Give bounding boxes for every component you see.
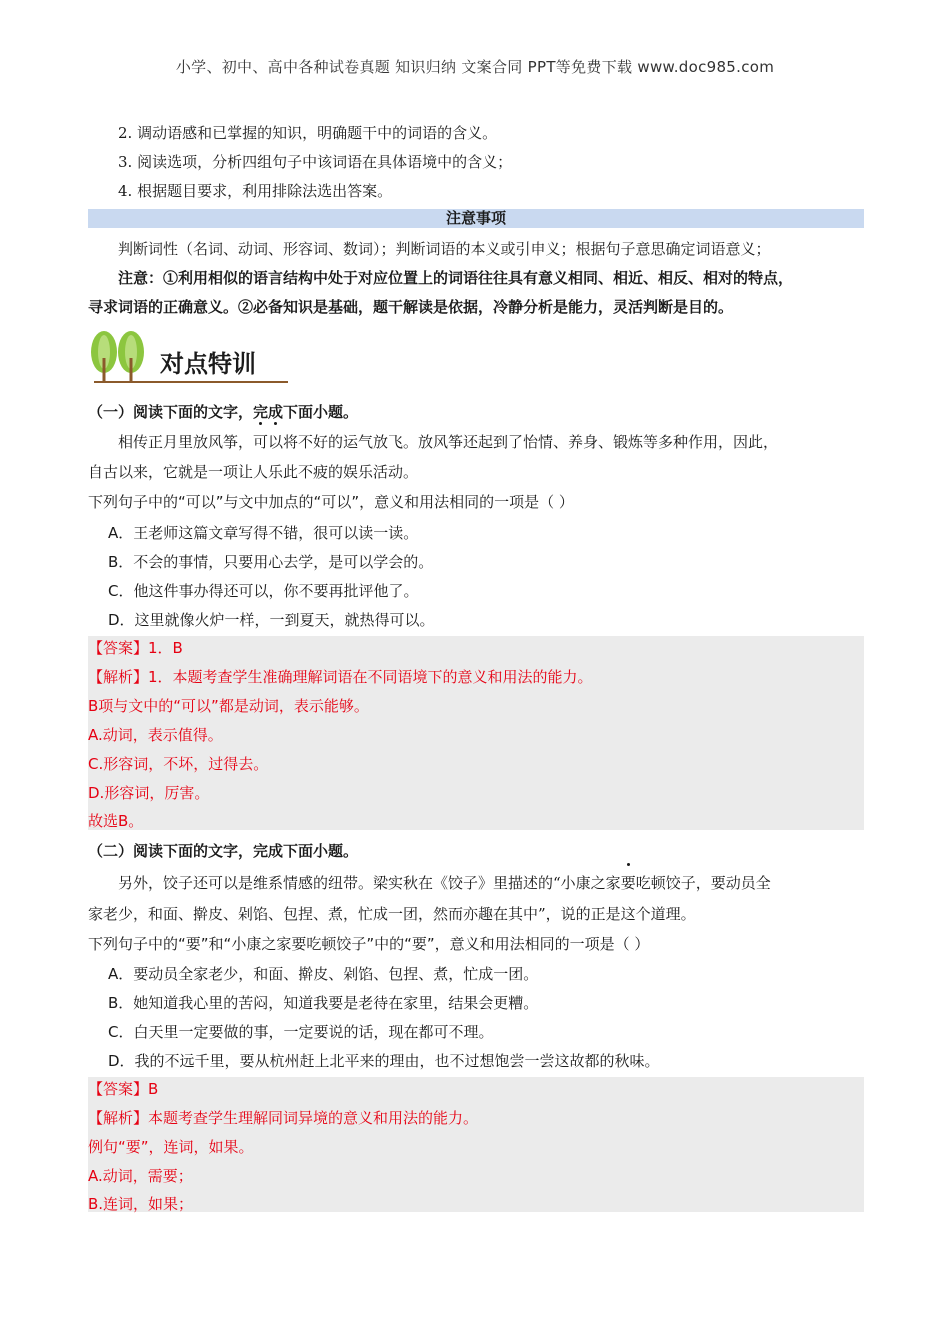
q1-analysis-6: 故选B。	[88, 812, 144, 830]
notice-line-2: 注意：①利用相似的语言结构中处于对应位置上的词语往往具有意义相同、相近、相反、相对的特点，	[118, 269, 794, 287]
q1-emphasis-char-2: 以	[268, 433, 284, 451]
q2-passage-line-1	[118, 872, 771, 894]
q2-option-a: A．要动员全家老少，和面、擀皮、剁馅、包捏、煮，忙成一团。	[108, 965, 539, 983]
q1-passage-text-b: 将不好的运气放飞。放风筝还起到了怡情、养身、锻炼等多种作用，因此，	[283, 433, 779, 451]
q1-emphasis-char-1: 可	[253, 433, 269, 451]
q2-option-b: B．她知道我心里的苦闷，知道我要是老待在家里，结果会更糟。	[108, 994, 539, 1012]
q1-analysis-5: D.形容词，厉害。	[88, 784, 210, 802]
q1-option-a: A．王老师这篇文章写得不错，很可以读一读。	[108, 524, 419, 542]
q2-question: 下列句子中的“要”和“小康之家要吃顿饺子”中的“要”，意义和用法相同的一项是（ ）	[88, 935, 650, 953]
q1-answer: 【答案】1．B	[88, 639, 183, 657]
page-header: 小学、初中、高中各种试卷真题 知识归纳 文案合同 PPT等免费下载 www.doc985.com	[175, 58, 775, 76]
q2-passage-line-2: 家老少，和面、擀皮、剁馅、包捏、煮，忙成一团，然而亦趣在其中”，说的正是这个道理。	[88, 905, 696, 923]
q2-passage-text-b: 吃顿饺子，要动员全	[635, 874, 771, 892]
q2-analysis-3: A.动词，需要；	[88, 1167, 193, 1185]
q1-analysis-3: A.动词，表示值得。	[88, 726, 223, 744]
q1-heading: （一）阅读下面的文字，完成下面小题。	[88, 403, 359, 421]
notice-title: 注意事项	[445, 209, 506, 227]
q2-analysis-2: 例句“要”，连词，如果。	[88, 1138, 254, 1156]
step-2: 2. 调动语感和已掌握的知识，明确题干中的词语的含义。	[118, 124, 498, 142]
notice-line-1: 判断词性（名词、动词、形容词、数词）；判断词语的本义或引申义；根据句子意思确定词语意义；	[118, 240, 771, 258]
q1-question: 下列句子中的“可以”与文中加点的“可以”，意义和用法相同的一项是（ ）	[88, 493, 574, 511]
q1-option-b: B．不会的事情，只要用心去学，是可以学会的。	[108, 553, 434, 571]
q2-analysis-1: 【解析】本题考查学生理解同词异境的意义和用法的能力。	[88, 1109, 479, 1127]
q2-emphasis-char: 要	[620, 874, 636, 892]
q1-passage-line-1	[118, 431, 778, 453]
q2-heading: （二）阅读下面的文字，完成下面小题。	[88, 842, 359, 860]
q2-passage-text-a: 另外，饺子还可以是维系情感的纽带。梁实秋在《饺子》里描述的“小康之家	[118, 874, 621, 892]
q1-analysis-1: 【解析】1．本题考查学生准确理解词语在不同语境下的意义和用法的能力。	[88, 668, 593, 686]
q2-option-c: C．白天里一定要做的事，一定要说的话，现在都可不理。	[108, 1023, 494, 1041]
notice-line-3: 寻求词语的正确意义。②必备知识是基础，题干解读是依据，冷静分析是能力，灵活判断是目的。	[88, 298, 734, 316]
banner-title: 对点特训	[160, 350, 256, 378]
q2-option-d: D．我的不远千里，要从杭州赶上北平来的理由，也不过想饱尝一尝这故都的秋味。	[108, 1052, 660, 1070]
q1-passage-text-a: 相传正月里放风筝，	[118, 433, 254, 451]
q1-option-c: C．他这件事办得还可以，你不要再批评他了。	[108, 582, 419, 600]
q1-option-d: D．这里就像火炉一样，一到夏天，就热得可以。	[108, 611, 435, 629]
q2-analysis-4: B.连词，如果；	[88, 1195, 194, 1213]
q1-analysis-2: B项与文中的“可以”都是动词，表示能够。	[88, 697, 369, 715]
step-3: 3. 阅读选项，分析四组句子中该词语在具体语境中的含义；	[118, 153, 513, 171]
q1-analysis-4: C.形容词，不坏，过得去。	[88, 755, 269, 773]
section-banner	[88, 328, 292, 386]
q1-passage-line-2: 自古以来，它就是一项让人乐此不疲的娱乐活动。	[88, 463, 419, 481]
tree-icon	[91, 331, 144, 382]
q2-answer: 【答案】B	[88, 1080, 159, 1098]
step-4: 4. 根据题目要求，利用排除法选出答案。	[118, 182, 393, 200]
